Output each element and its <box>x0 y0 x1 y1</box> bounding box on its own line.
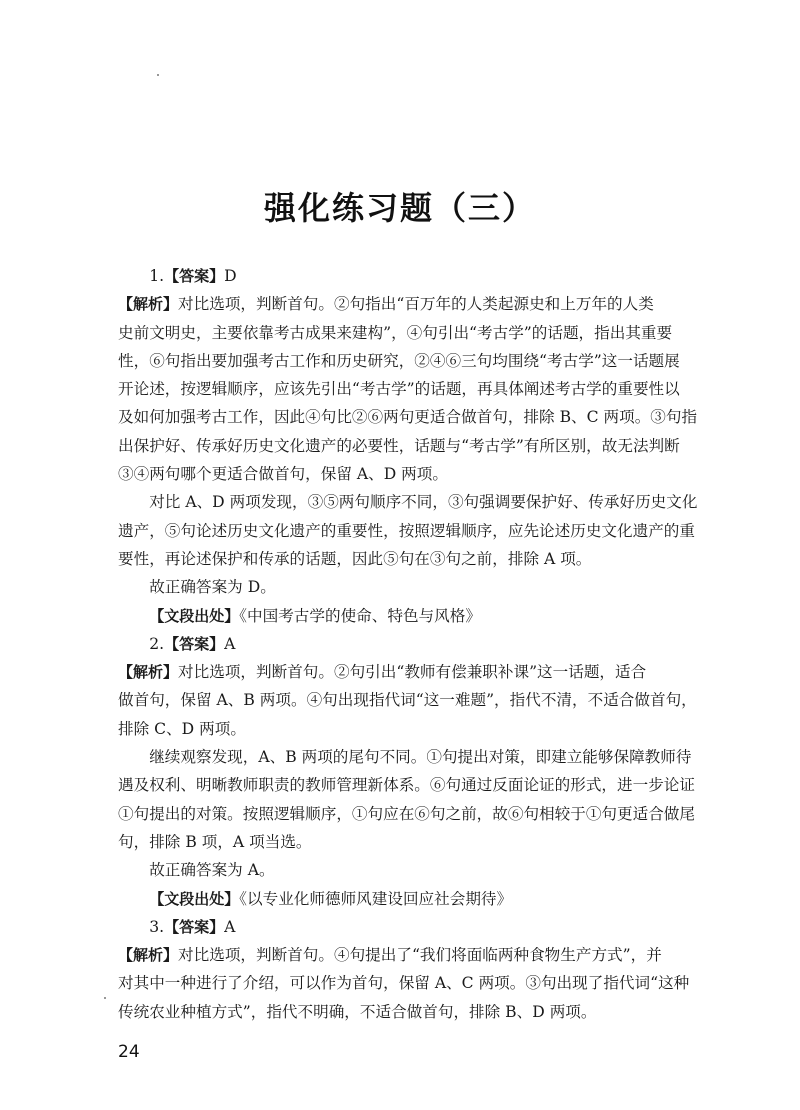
bracket-open: 【 <box>164 634 180 653</box>
paragraph-line: 要性，再论述保护和传承的话题，因此⑤句在③句之前，排除 A 项。 <box>118 549 592 568</box>
answer-value: D <box>224 267 237 285</box>
source-label: 文段出处 <box>164 606 225 625</box>
analysis-line: 排除 C、D 两项。 <box>118 719 246 738</box>
source-2 <box>118 885 684 913</box>
question-number: 2. <box>149 634 165 653</box>
page-number: 24 <box>118 1042 140 1062</box>
bracket-close: 】 <box>209 917 225 936</box>
answer-line-1 <box>118 262 684 290</box>
analysis-line: 性，⑥句指出要加强考古工作和历史研究，②④⑥三句均围绕“考古学”这一话题展 <box>118 351 680 370</box>
bracket-close: 】 <box>163 295 179 314</box>
question-number: 1. <box>149 267 165 285</box>
paragraph-line: 遇及权利、明晰教师职责的教师管理新体系。⑥句通过反面论证的形式，进一步论证 <box>118 776 695 795</box>
analysis-line: 传统农业种植方式”，指代不明确，不适合做首句，排除 B、D 两项。 <box>118 1002 597 1021</box>
source-title: 《以专业化师德师风建设回应社会期待》 <box>239 889 513 908</box>
answer-line-2 <box>118 630 684 658</box>
analysis-line: 对比选项，判断首句。④句提出了“我们将面临两种食物生产方式”，并 <box>178 946 662 965</box>
analysis-label: 解析 <box>133 946 164 965</box>
analysis-line: 出保护好、传承好历史文化遗产的必要性，话题与“考古学”有所区别，故无法判断 <box>118 436 680 455</box>
bracket-close: 】 <box>163 946 179 965</box>
bracket-close: 】 <box>163 663 179 682</box>
bracket-close: 】 <box>224 889 240 908</box>
answer-line-3 <box>118 913 684 941</box>
analysis-label: 解析 <box>133 295 164 314</box>
analysis-2 <box>118 658 697 743</box>
answer-label: 答案 <box>179 267 210 285</box>
bracket-open: 【 <box>149 606 165 625</box>
analysis-label: 解析 <box>133 663 164 682</box>
bracket-close: 】 <box>209 634 225 653</box>
question-number: 3. <box>149 917 165 936</box>
analysis-line: 开论述，按逻辑顺序，应该先引出“考古学”的话题，再具体阐述考古学的重要性以 <box>118 380 680 399</box>
scan-speck <box>157 74 159 76</box>
bracket-open: 【 <box>164 917 180 936</box>
bracket-open: 【 <box>118 295 134 314</box>
paragraph-line: ①句提出的对策。按照逻辑顺序，①句应在⑥句之前，故⑥句相较于①句更适合做尾 <box>118 804 695 823</box>
analysis-line: 史前文明史，主要依靠考古成果来建构”，④句引出“考古学”的话题，指出其重要 <box>118 323 673 342</box>
paragraph-1b <box>118 488 698 573</box>
answer-value: A <box>224 634 236 653</box>
bracket-open: 【 <box>118 663 134 682</box>
answer-label: 答案 <box>179 634 210 653</box>
analysis-line: 对比选项，判断首句。②句引出“教师有偿兼职补课”这一话题，适合 <box>178 663 647 682</box>
analysis-line: 对其中一种进行了介绍，可以作为首句，保留 A、C 两项。③句出现了指代词“这种 <box>118 974 690 993</box>
analysis-1 <box>118 290 698 488</box>
analysis-line: 对比选项，判断首句。②句指出“百万年的人类起源史和上万年的人类 <box>178 295 654 314</box>
bracket-open: 【 <box>149 889 165 908</box>
paragraph-line: 遗产，⑤句论述历史文化遗产的重要性，按照逻辑顺序，应先论述历史文化遗产的重 <box>118 521 695 540</box>
source-label: 文段出处 <box>164 889 225 908</box>
page-title: 强化练习题（三） <box>263 189 536 227</box>
conclusion-1: 故正确答案为 D。 <box>149 578 276 597</box>
analysis-3 <box>118 941 690 1026</box>
answer-value: A <box>224 917 236 936</box>
scan-speck <box>104 997 106 999</box>
analysis-line: 做首句，保留 A、B 两项。④句出现指代词“这一难题”，指代不清，不适合做首句， <box>118 691 697 710</box>
analysis-line: 及如何加强考古工作，因此④句比②⑥两句更适合做首句，排除 B、C 两项。③句指 <box>118 408 698 427</box>
analysis-line: ③④两句哪个更适合做首句，保留 A、D 两项。 <box>118 465 448 484</box>
bracket-open: 【 <box>118 946 134 965</box>
paragraph-line: 对比 A、D 两项发现，③⑤两句顺序不同，③句强调要保护好、传承好历史文化 <box>149 493 698 512</box>
bracket-close: 】 <box>224 606 240 625</box>
source-title: 《中国考古学的使命、特色与风格》 <box>239 606 481 625</box>
source-1 <box>118 602 684 630</box>
paragraph-2b <box>118 743 695 856</box>
document-body <box>118 262 698 1026</box>
conclusion-2: 故正确答案为 A。 <box>149 861 275 880</box>
paragraph-line: 句，排除 B 项，A 项当选。 <box>118 832 312 851</box>
paragraph-line: 继续观察发现，A、B 两项的尾句不同。①句提出对策，即建立能够保障教师待 <box>149 748 692 767</box>
bracket-open: 【 <box>164 267 180 285</box>
answer-label: 答案 <box>179 917 210 936</box>
bracket-close: 】 <box>209 267 225 285</box>
